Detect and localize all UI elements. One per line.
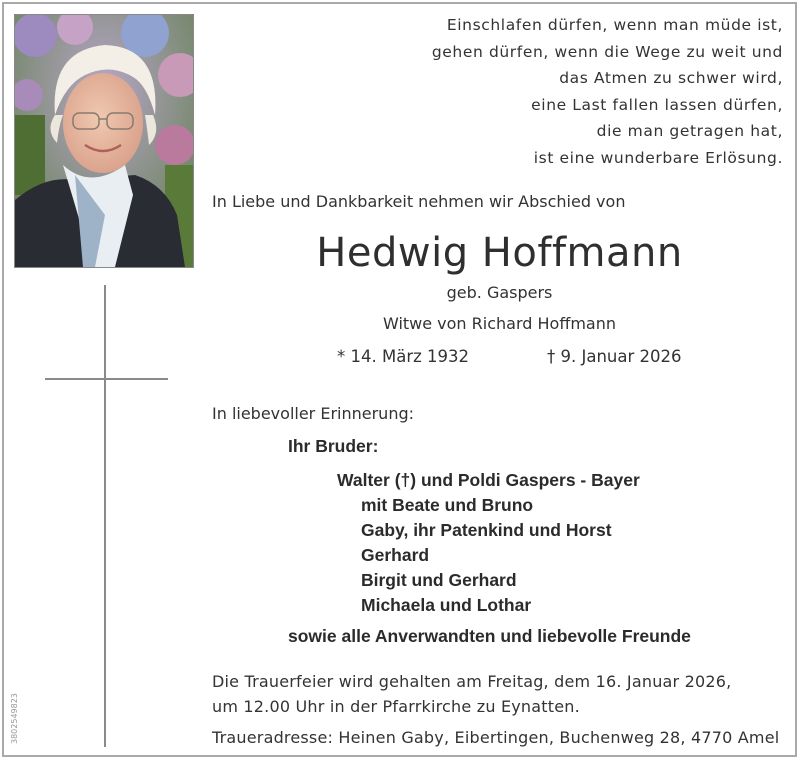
family-closing: sowie alle Anverwandten und liebevolle Freunde [288, 626, 691, 646]
memory-label: In liebevoller Erinnerung: [212, 404, 414, 423]
poem-line: ist eine wunderbare Erlösung. [533, 148, 783, 167]
cross-horizontal [45, 378, 168, 380]
family-line: mit Beate und Bruno [361, 495, 534, 515]
poem-line: eine Last fallen lassen dürfen, [531, 95, 783, 114]
obituary-notice [2, 2, 797, 757]
poem-line: gehen dürfen, wenn die Wege zu weit und [431, 42, 783, 61]
family-line: Walter (†) und Poldi Gaspers - Bayer [337, 470, 640, 490]
family-line: Birgit und Gerhard [361, 570, 517, 590]
funeral-info-line: um 12.00 Uhr in der Pfarrkirche zu Eynatten. [212, 697, 580, 716]
mourning-address: Traueradresse: Heinen Gaby, Eibertingen, Buchenweg 28, 4770 Amel [212, 728, 780, 747]
side-code: 3802549823 [10, 693, 19, 744]
poem-line: das Atmen zu schwer wird, [559, 69, 783, 87]
cross-vertical [104, 285, 106, 747]
family-line: Gaby, ihr Patenkind und Horst [361, 520, 612, 540]
family-heading: Ihr Bruder: [288, 436, 379, 456]
family-line: Michaela und Lothar [361, 595, 532, 615]
poem-line: die man getragen hat, [596, 122, 783, 140]
widow-of: Witwe von Richard Hoffmann [382, 314, 617, 333]
farewell-intro: In Liebe und Dankbarkeit nehmen wir Abschied von [212, 192, 626, 211]
deceased-name: Hedwig Hoffmann [316, 230, 683, 276]
maiden-name: geb. Gaspers [446, 283, 553, 302]
death-date: † 9. Januar 2026 [547, 347, 682, 366]
funeral-info-line: Die Trauerfeier wird gehalten am Freitag, dem 16. Januar 2026, [212, 672, 732, 691]
poem-line: Einschlafen dürfen, wenn man müde ist, [446, 16, 783, 34]
poem [363, 12, 783, 171]
family-line: Gerhard [361, 545, 430, 565]
birth-date: * 14. März 1932 [337, 347, 470, 366]
